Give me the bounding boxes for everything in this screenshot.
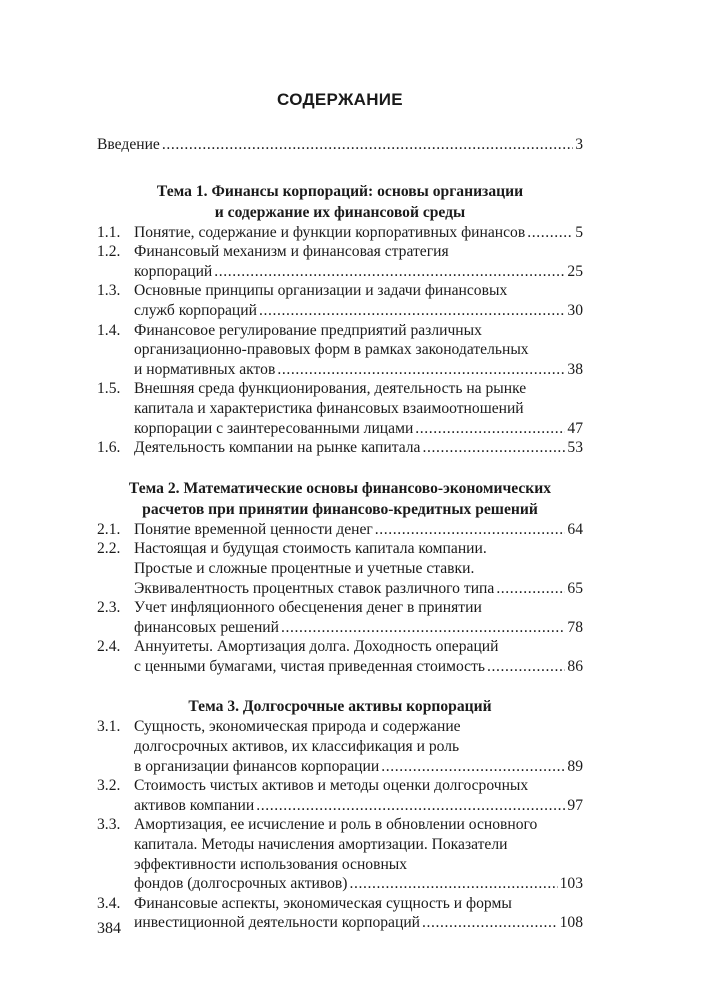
toc-entry-line [97, 657, 583, 677]
dot-leader [422, 438, 565, 458]
toc-entry-text: эффективности использования основных [134, 855, 408, 873]
dot-leader [415, 419, 565, 439]
toc-entry-text: Настоящая и будущая стоимость капитала компании. [134, 540, 487, 558]
toc-entry[interactable] [97, 379, 583, 438]
toc-entry-text: Стоимость чистых активов и методы оценки долгосрочных [134, 777, 529, 795]
toc-entry-line [97, 281, 583, 301]
toc-page-number: 65 [567, 579, 583, 597]
toc-entry[interactable] [97, 637, 583, 676]
toc-entry-line [97, 757, 583, 777]
toc-entry[interactable] [97, 894, 583, 933]
toc-entry-text: активов компании [134, 796, 255, 814]
folio-page-number: 384 [97, 920, 121, 937]
toc-entry-text: Сущность, экономическая природа и содержание [134, 718, 461, 736]
toc-page-number: 30 [567, 301, 583, 319]
dot-leader [422, 913, 558, 933]
toc-page-number: 3 [575, 136, 583, 153]
toc-entry[interactable] [97, 776, 583, 815]
toc-entry-line [97, 796, 583, 816]
toc-intro-entry[interactable] [97, 135, 583, 155]
toc-entry-number: 3.1. [97, 718, 121, 736]
dot-leader [281, 618, 565, 638]
toc-entry-text: Простые и сложные процентные и учетные ставки. [134, 559, 475, 577]
toc-entry-line [97, 438, 583, 458]
toc-entry-line [97, 637, 583, 657]
toc-entry-number: 3.2. [97, 777, 121, 795]
toc-page-number: 108 [559, 914, 583, 932]
toc-entry-line [97, 301, 583, 321]
toc-page-number: 97 [567, 796, 583, 814]
toc-entry-line [97, 913, 583, 933]
theme-heading-line: Тема 3. Долгосрочные активы корпораций [188, 698, 492, 716]
toc-entry-line [97, 598, 583, 618]
toc-entry-text: капитала. Методы начисления амортизации. Показатели [134, 836, 508, 854]
toc-entry-text: Деятельность компании на рынке капитала [134, 439, 421, 457]
theme-heading-line: Тема 1. Финансы корпораций: основы организации [156, 182, 524, 200]
toc-entry-number: 1.2. [97, 243, 121, 261]
toc-entry-number: 1.5. [97, 380, 121, 398]
dot-leader [381, 757, 565, 777]
dot-leader [277, 360, 565, 380]
toc-entry-line [97, 717, 583, 737]
toc-entry-line [97, 321, 583, 341]
toc-entry-number: 2.2. [97, 540, 121, 558]
theme-heading [97, 181, 583, 223]
toc-entry-line [97, 340, 583, 360]
toc-entry-line [97, 399, 583, 419]
toc-entry-text: Внешняя среда функционирования, деятельность на рынке [134, 380, 527, 398]
toc-entry-number: 2.3. [97, 599, 121, 617]
toc-page-number: 89 [567, 757, 583, 775]
toc-entry-line [97, 776, 583, 796]
toc-entry-number: 2.4. [97, 638, 121, 656]
toc-entry[interactable] [97, 598, 583, 637]
toc-entry-line [97, 815, 583, 835]
toc-page-number: 86 [567, 657, 583, 675]
section-gap [97, 155, 583, 181]
toc-entry-text: Финансовый механизм и финансовая стратегия [134, 243, 449, 261]
toc-entry-line [97, 579, 583, 599]
toc-entry[interactable] [97, 242, 583, 281]
toc-entry-line [97, 855, 583, 875]
toc-entry-text: с ценными бумагами, чистая приведенная стоимость [134, 657, 485, 675]
dot-leader [349, 874, 557, 894]
toc-entry[interactable] [97, 717, 583, 776]
page-title: СОДЕРЖАНИЕ [277, 90, 403, 109]
theme-heading-line: и содержание их финансовой среды [214, 203, 466, 221]
dot-leader [496, 579, 565, 599]
toc-entry-line [97, 874, 583, 894]
toc-page-number: 64 [567, 520, 583, 538]
toc-entry-line [97, 379, 583, 399]
dot-leader [214, 262, 565, 282]
section-gap [97, 458, 583, 478]
toc-entry-number: 1.1. [97, 223, 121, 241]
toc-entry[interactable] [97, 815, 583, 893]
toc-page-number: 103 [559, 875, 583, 893]
toc-entry-line [97, 419, 583, 439]
toc-entry[interactable] [97, 438, 583, 458]
toc-entry-text: Понятие, содержание и функции корпоративных финансов [134, 223, 526, 241]
toc-entry-line [97, 737, 583, 757]
toc-entry-line [97, 520, 583, 540]
toc-entry[interactable] [97, 223, 583, 243]
toc-page-number: 5 [575, 223, 583, 241]
toc-entry-text: капитала и характеристика финансовых взаимоотношений [134, 399, 524, 417]
toc-entry-line [97, 835, 583, 855]
dot-leader [527, 223, 573, 243]
toc-entry-line [97, 223, 583, 243]
toc-entry-text: Учет инфляционного обесценения денег в принятии [134, 599, 482, 617]
toc-entry-line [97, 618, 583, 638]
toc-entry-text: инвестиционной деятельности корпораций [134, 914, 421, 932]
toc-entry-number: 1.4. [97, 321, 121, 339]
toc-entry-line [97, 559, 583, 579]
toc-entry-text: Эквивалентность процентных ставок различного типа [134, 579, 495, 597]
toc-entry[interactable] [97, 321, 583, 380]
section-gap [97, 676, 583, 696]
toc-entry-line [97, 360, 583, 380]
toc-entry-number: 3.4. [97, 894, 121, 912]
toc-entry-number: 1.3. [97, 282, 121, 300]
toc-entry-line [97, 894, 583, 914]
theme-heading-line: расчетов при принятии финансово-кредитных решений [142, 500, 538, 518]
toc-entry-text: Понятие временной ценности денег [134, 520, 373, 538]
dot-leader [256, 796, 565, 816]
toc-entry-text: корпораций [134, 262, 213, 280]
dot-leader [375, 520, 566, 540]
theme-heading [97, 696, 583, 717]
toc-body [97, 135, 583, 933]
toc-entry-text: и нормативных актов [134, 360, 276, 378]
toc-entry-line [97, 242, 583, 262]
toc-entry-text: Введение [97, 136, 160, 153]
toc-entry-number: 2.1. [97, 520, 121, 538]
dot-leader [487, 657, 565, 677]
toc-entry-number: 3.3. [97, 816, 121, 834]
toc-entry-text: Аннуитеты. Амортизация долга. Доходность операций [134, 638, 499, 656]
toc-entry-text: фондов (долгосрочных активов) [134, 875, 348, 893]
toc-entry-text: корпорации с заинтересованными лицами [134, 419, 414, 437]
theme-heading-line: Тема 2. Математические основы финансово-экономических [128, 479, 552, 497]
toc-page-number: 25 [567, 262, 583, 280]
toc-entry-text: организационно-правовых форм в рамках законодательных [134, 341, 529, 359]
toc-entry-text: Финансовое регулирование предприятий различных [134, 321, 482, 339]
toc-entry[interactable] [97, 520, 583, 540]
theme-heading [97, 478, 583, 520]
toc-entry-line [97, 262, 583, 282]
toc-entry-text: служб корпораций [134, 301, 257, 319]
dot-leader [162, 135, 573, 155]
toc-page-number: 78 [567, 618, 583, 636]
toc-entry-text: долгосрочных активов, их классификация и роль [134, 738, 460, 756]
toc-entry-text: Амортизация, ее исчисление и роль в обновлении основного [134, 816, 538, 834]
toc-entry[interactable] [97, 539, 583, 598]
toc-entry-text: Финансовые аспекты, экономическая сущность и формы [134, 894, 512, 912]
toc-entry-text: в организации финансов корпорации [134, 757, 380, 775]
toc-entry-text: Основные принципы организации и задачи финансовых [134, 282, 508, 300]
toc-page-number: 38 [567, 360, 583, 378]
toc-page-number: 47 [567, 419, 583, 437]
toc-page-number: 53 [567, 439, 583, 457]
dot-leader [259, 301, 565, 321]
toc-entry-line [97, 539, 583, 559]
toc-entry-number: 1.6. [97, 439, 121, 457]
toc-entry-text: финансовых решений [134, 618, 279, 636]
toc-entry[interactable] [97, 281, 583, 320]
